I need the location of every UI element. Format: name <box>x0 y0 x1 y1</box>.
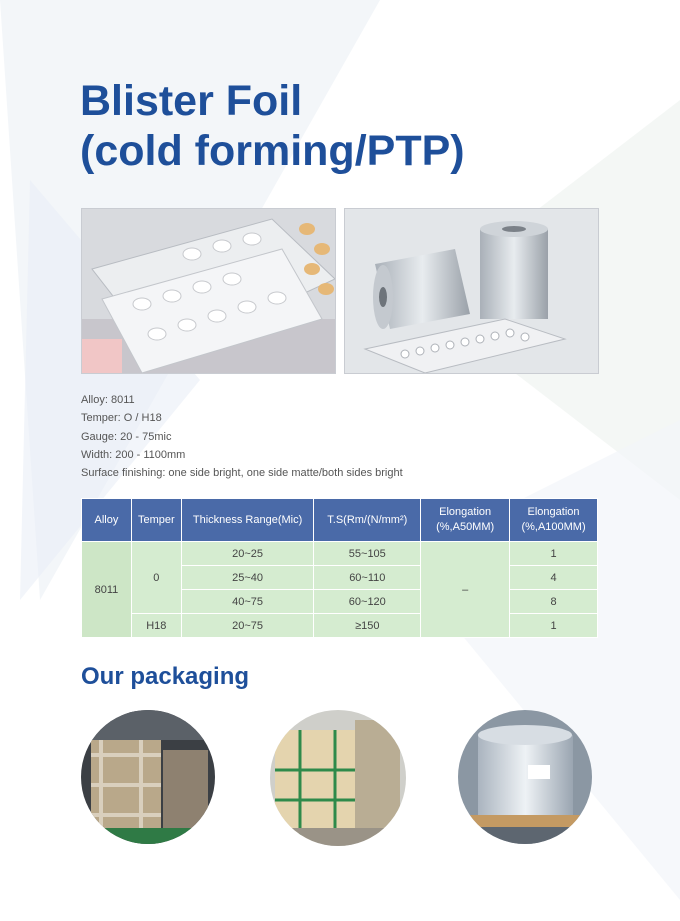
cell-thickness: 40~75 <box>181 590 314 614</box>
header-elongation-a100: Elongation (%,A100MM) <box>510 499 598 542</box>
spec-gauge: Gauge: 20 - 75mic <box>81 430 172 443</box>
cell-ts: 60~120 <box>314 590 421 614</box>
cell-alloy: 8011 <box>82 542 132 638</box>
cell-elongation-a50: – <box>421 542 510 638</box>
spec-table <box>81 498 598 638</box>
header-alloy: Alloy <box>82 499 132 542</box>
table-header-row <box>82 499 598 542</box>
header-thickness: Thickness Range(Mic) <box>181 499 314 542</box>
cell-ts: 55~105 <box>314 542 421 566</box>
cell-thickness: 25~40 <box>181 566 314 590</box>
cell-temper-o: 0 <box>131 542 181 614</box>
cell-ts: ≥150 <box>314 614 421 638</box>
spec-temper: Temper: O / H18 <box>81 412 162 425</box>
packaging-title: Our packaging <box>81 663 250 690</box>
packaging-photo-wrapped-rolls <box>458 710 592 844</box>
cell-elongation-a100: 1 <box>510 614 598 638</box>
foil-roll-photo <box>344 208 599 374</box>
cell-ts: 60~110 <box>314 566 421 590</box>
packaging-photo-crates <box>81 710 215 844</box>
cell-temper-h18: H18 <box>131 614 181 638</box>
spec-surface: Surface finishing: one side bright, one side matte/both sides bright <box>81 467 403 480</box>
cell-elongation-a100: 1 <box>510 542 598 566</box>
table-row <box>82 614 598 638</box>
cell-elongation-a100: 4 <box>510 566 598 590</box>
table-row <box>82 542 598 566</box>
spec-list <box>81 391 403 482</box>
cell-thickness: 20~25 <box>181 542 314 566</box>
packaging-photo-wooden-case <box>270 710 406 846</box>
spec-width: Width: 200 - 1100mm <box>81 448 186 461</box>
header-temper: Temper <box>131 499 181 542</box>
blister-pack-photo <box>81 208 336 374</box>
page-title <box>80 76 465 176</box>
title-line-2: (cold forming/PTP) <box>80 127 465 175</box>
cell-elongation-a100: 8 <box>510 590 598 614</box>
spec-alloy: Alloy: 8011 <box>81 394 135 406</box>
title-line-1: Blister Foil <box>80 77 303 125</box>
header-tensile-strength: T.S(Rm/(N/mm²) <box>314 499 421 542</box>
cell-thickness: 20~75 <box>181 614 314 638</box>
header-elongation-a50: Elongation (%,A50MM) <box>421 499 510 542</box>
